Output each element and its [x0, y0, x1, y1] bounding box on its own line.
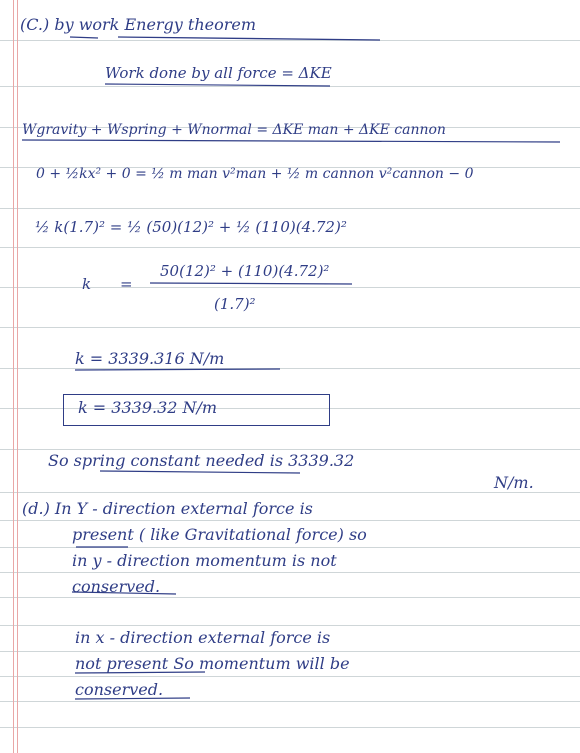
- k-equals: =: [120, 275, 133, 293]
- x-direction-line-3: conserved.: [75, 680, 164, 699]
- numeric-equation: ½ k(1.7)² = ½ (50)(12)² + ½ (110)(4.72)²: [35, 218, 347, 236]
- part-c-heading: (C.) by work Energy theorem: [20, 15, 257, 34]
- k-label: k: [82, 275, 92, 293]
- part-d-line-1: (d.) In Y - direction external force is: [22, 499, 313, 518]
- spring-constant-summary: So spring constant needed is 3339.32: [48, 451, 355, 470]
- part-d-line-3: in y - direction momentum is not: [72, 551, 337, 570]
- substitution-equation: 0 + ½kx² + 0 = ½ m man v²man + ½ m cannon v²cannon − 0: [36, 166, 474, 182]
- k-denominator: (1.7)²: [214, 295, 256, 313]
- x-direction-line-2: not present So momentum will be: [75, 654, 350, 673]
- k-numerator: 50(12)² + (110)(4.72)²: [160, 262, 330, 280]
- part-d-line-4: conserved.: [72, 577, 161, 596]
- work-all-force-line: Work done by all force = ΔKE: [105, 64, 332, 82]
- part-d-line-2: present ( like Gravitational force) so: [72, 525, 367, 544]
- k-boxed-result: k = 3339.32 N/m: [78, 398, 218, 417]
- work-terms-equation: Wgravity + Wspring + Wnormal = ΔKE man + ΔKE cannon: [22, 122, 446, 138]
- spring-constant-unit: N/m.: [494, 473, 534, 492]
- x-direction-line-1: in x - direction external force is: [75, 628, 331, 647]
- k-value: k = 3339.316 N/m: [75, 349, 225, 368]
